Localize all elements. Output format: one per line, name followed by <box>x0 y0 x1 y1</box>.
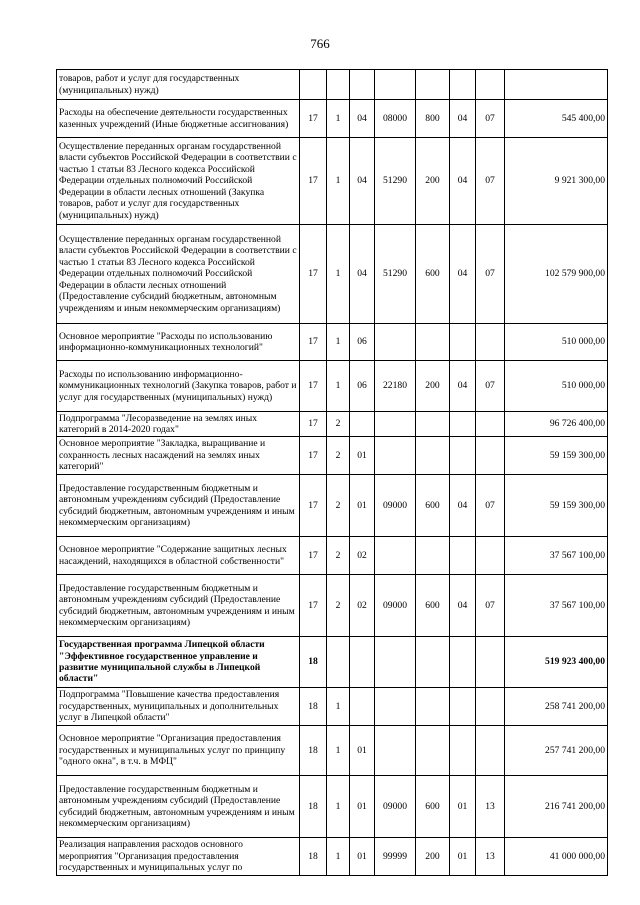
row-description: Государственная программа Липецкой области "Эффективное государственное управление и развитие муниципальной службы в Липецкой области" <box>57 637 300 688</box>
section-code <box>450 537 476 575</box>
chapter-code: 18 <box>300 688 327 726</box>
activity-code: 06 <box>350 361 375 412</box>
subprogram-code: 2 <box>327 412 350 437</box>
expense-type-code <box>416 537 450 575</box>
table-row <box>57 575 608 637</box>
subsection-code <box>476 437 505 475</box>
section-code <box>450 70 476 100</box>
subsection-code: 07 <box>476 475 505 537</box>
expense-type-code <box>416 437 450 475</box>
section-code <box>450 688 476 726</box>
subprogram-code: 2 <box>327 437 350 475</box>
amount: 59 159 300,00 <box>505 437 608 475</box>
section-code <box>450 412 476 437</box>
amount: 216 741 200,00 <box>505 776 608 838</box>
activity-code: 02 <box>350 537 375 575</box>
table-row <box>57 776 608 838</box>
activity-code <box>350 637 375 688</box>
activity-code: 04 <box>350 100 375 138</box>
table-row <box>57 537 608 575</box>
subsection-code <box>476 324 505 361</box>
direction-code <box>375 437 416 475</box>
amount: 102 579 900,00 <box>505 225 608 324</box>
activity-code: 04 <box>350 138 375 225</box>
amount: 9 921 300,00 <box>505 138 608 225</box>
row-description: Подпрограмма "Лесоразведение на землях иных категорий в 2014-2020 годах" <box>57 412 300 437</box>
table-row <box>57 637 608 688</box>
section-code: 04 <box>450 575 476 637</box>
page-number: 766 <box>310 36 330 51</box>
activity-code: 01 <box>350 838 375 876</box>
expense-type-code <box>416 70 450 100</box>
subsection-code: 07 <box>476 100 505 138</box>
activity-code <box>350 412 375 437</box>
expense-type-code: 600 <box>416 776 450 838</box>
row-description: Предоставление государственным бюджетным и автономным учреждениям субсидий (Предоставление субсидий бюджетным, автономным учреждениям и иным некоммерческим организациям) <box>57 575 300 637</box>
direction-code: 09000 <box>375 575 416 637</box>
subsection-code <box>476 637 505 688</box>
chapter-code: 18 <box>300 838 327 876</box>
direction-code <box>375 324 416 361</box>
chapter-code: 17 <box>300 361 327 412</box>
chapter-code: 18 <box>300 637 327 688</box>
row-description: товаров, работ и услуг для государственных (муниципальных) нужд) <box>57 70 300 100</box>
amount: 41 000 000,00 <box>505 838 608 876</box>
activity-code: 01 <box>350 726 375 776</box>
expense-type-code <box>416 688 450 726</box>
expense-type-code <box>416 726 450 776</box>
expense-type-code: 600 <box>416 575 450 637</box>
row-description: Расходы на обеспечение деятельности государственных казенных учреждений (Иные бюджетные ассигнования) <box>57 100 300 138</box>
activity-code: 06 <box>350 324 375 361</box>
row-description: Реализация направления расходов основного мероприятия "Организация предоставления государственных и муниципальных услуг по <box>57 838 300 876</box>
amount: 37 567 100,00 <box>505 575 608 637</box>
chapter-code: 17 <box>300 575 327 637</box>
subsection-code: 13 <box>476 776 505 838</box>
subprogram-code: 1 <box>327 838 350 876</box>
chapter-code: 17 <box>300 138 327 225</box>
activity-code <box>350 70 375 100</box>
subprogram-code: 2 <box>327 537 350 575</box>
row-description: Предоставление государственным бюджетным и автономным учреждениям субсидий (Предоставление субсидий бюджетным, автономным учреждениям и иным некоммерческим организациям) <box>57 475 300 537</box>
section-code <box>450 324 476 361</box>
expense-type-code: 800 <box>416 100 450 138</box>
amount: 257 741 200,00 <box>505 726 608 776</box>
section-code: 04 <box>450 475 476 537</box>
table-row <box>57 412 608 437</box>
amount: 59 159 300,00 <box>505 475 608 537</box>
chapter-code: 18 <box>300 776 327 838</box>
section-code <box>450 437 476 475</box>
chapter-code: 17 <box>300 225 327 324</box>
row-description: Осуществление переданных органам государственной власти субъектов Российской Федерации в соответствии с частью 1 статьи 83 Лесного кодекса Российской Федерации отдельных полномочий Российской Федерации в области лесных отношений (Предоставление субсидий бюджетным, автономным учреждениям и иным некоммерческим организациям) <box>57 225 300 324</box>
subsection-code: 07 <box>476 138 505 225</box>
direction-code <box>375 726 416 776</box>
subprogram-code: 2 <box>327 475 350 537</box>
section-code: 04 <box>450 100 476 138</box>
subsection-code <box>476 537 505 575</box>
table-row <box>57 100 608 138</box>
subprogram-code <box>327 70 350 100</box>
subprogram-code <box>327 637 350 688</box>
subprogram-code: 1 <box>327 688 350 726</box>
row-description: Предоставление государственным бюджетным и автономным учреждениям субсидий (Предоставление субсидий бюджетным, автономным учреждениям и иным некоммерческим организациям) <box>57 776 300 838</box>
activity-code: 01 <box>350 475 375 537</box>
direction-code: 51290 <box>375 225 416 324</box>
direction-code: 09000 <box>375 776 416 838</box>
chapter-code: 18 <box>300 726 327 776</box>
activity-code <box>350 688 375 726</box>
direction-code: 51290 <box>375 138 416 225</box>
subsection-code <box>476 726 505 776</box>
direction-code <box>375 637 416 688</box>
row-description: Расходы по использованию информационно-коммуникационных технологий (Закупка товаров, работ и услуг для государственных (муниципальных) нужд) <box>57 361 300 412</box>
direction-code: 08000 <box>375 100 416 138</box>
chapter-code: 17 <box>300 324 327 361</box>
expense-type-code: 600 <box>416 225 450 324</box>
chapter-code: 17 <box>300 437 327 475</box>
subprogram-code: 1 <box>327 776 350 838</box>
expense-type-code: 600 <box>416 475 450 537</box>
row-description: Подпрограмма "Повышение качества предоставления государственных, муниципальных и дополнительных услуг в Липецкой области" <box>57 688 300 726</box>
expense-type-code <box>416 637 450 688</box>
budget-table <box>56 69 608 876</box>
chapter-code: 17 <box>300 475 327 537</box>
chapter-code: 17 <box>300 100 327 138</box>
direction-code: 22180 <box>375 361 416 412</box>
table-row <box>57 726 608 776</box>
amount: 545 400,00 <box>505 100 608 138</box>
chapter-code: 17 <box>300 412 327 437</box>
row-description: Осуществление переданных органам государственной власти субъектов Российской Федерации в соответствии с частью 1 статьи 83 Лесного кодекса Российской Федерации отдельных полномочий Российской Федерации в области лесных отношений (Закупка товаров, работ и услуг для государственных (муниципальных) нужд) <box>57 138 300 225</box>
subprogram-code: 1 <box>327 138 350 225</box>
activity-code: 04 <box>350 225 375 324</box>
subsection-code: 07 <box>476 575 505 637</box>
section-code: 01 <box>450 776 476 838</box>
table-row <box>57 838 608 876</box>
subsection-code: 07 <box>476 225 505 324</box>
subprogram-code: 1 <box>327 361 350 412</box>
section-code: 04 <box>450 361 476 412</box>
amount: 519 923 400,00 <box>505 637 608 688</box>
expense-type-code <box>416 324 450 361</box>
activity-code: 02 <box>350 575 375 637</box>
section-code: 01 <box>450 838 476 876</box>
subsection-code: 13 <box>476 838 505 876</box>
direction-code <box>375 70 416 100</box>
subprogram-code: 1 <box>327 726 350 776</box>
table-row <box>57 361 608 412</box>
amount: 258 741 200,00 <box>505 688 608 726</box>
section-code <box>450 637 476 688</box>
amount: 37 567 100,00 <box>505 537 608 575</box>
subsection-code <box>476 70 505 100</box>
expense-type-code <box>416 412 450 437</box>
amount: 510 000,00 <box>505 324 608 361</box>
activity-code: 01 <box>350 776 375 838</box>
direction-code: 99999 <box>375 838 416 876</box>
expense-type-code: 200 <box>416 361 450 412</box>
direction-code <box>375 688 416 726</box>
row-description: Основное мероприятие "Закладка, выращивание и сохранность лесных насаждений на землях иных категорий" <box>57 437 300 475</box>
subprogram-code: 2 <box>327 575 350 637</box>
amount: 510 000,00 <box>505 361 608 412</box>
table-row <box>57 225 608 324</box>
table-row <box>57 138 608 225</box>
subsection-code: 07 <box>476 361 505 412</box>
amount <box>505 70 608 100</box>
table-row <box>57 70 608 100</box>
subsection-code <box>476 412 505 437</box>
table-row <box>57 688 608 726</box>
activity-code: 01 <box>350 437 375 475</box>
direction-code <box>375 412 416 437</box>
table-row <box>57 475 608 537</box>
section-code <box>450 726 476 776</box>
expense-type-code: 200 <box>416 838 450 876</box>
amount: 96 726 400,00 <box>505 412 608 437</box>
row-description: Основное мероприятие "Содержание защитных лесных насаждений, находящихся в областной собственности" <box>57 537 300 575</box>
section-code: 04 <box>450 225 476 324</box>
direction-code <box>375 537 416 575</box>
table-row <box>57 437 608 475</box>
chapter-code <box>300 70 327 100</box>
chapter-code: 17 <box>300 537 327 575</box>
expense-type-code: 200 <box>416 138 450 225</box>
subsection-code <box>476 688 505 726</box>
subprogram-code: 1 <box>327 100 350 138</box>
row-description: Основное мероприятие "Расходы по использованию информационно-коммуникационных технологий" <box>57 324 300 361</box>
direction-code: 09000 <box>375 475 416 537</box>
table-row <box>57 324 608 361</box>
row-description: Основное мероприятие "Организация предоставления государственных и муниципальных услуг по принципу "одного окна", в т.ч. в МФЦ" <box>57 726 300 776</box>
subprogram-code: 1 <box>327 225 350 324</box>
section-code: 04 <box>450 138 476 225</box>
subprogram-code: 1 <box>327 324 350 361</box>
